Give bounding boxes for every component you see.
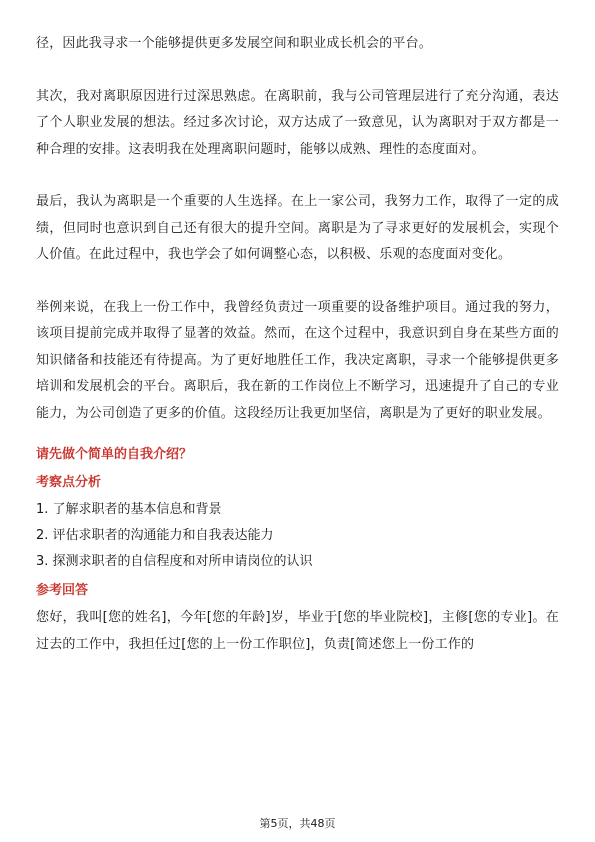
analysis-points-list bbox=[36, 497, 559, 575]
interview-question: 请先做个简单的自我介绍？ bbox=[36, 447, 193, 462]
page-footer: 第5页，共48页 bbox=[259, 817, 336, 830]
paragraph-reason-considered bbox=[36, 84, 559, 164]
analysis-point: 1. 了解求职者的基本信息和背景 bbox=[36, 502, 222, 517]
paragraph-text: 其次，我对离职原因进行过深思熟虑。在离职前，我与公司管理层进行了充分沟通，表达了个人职业发展的想法。经过多次讨论，双方达成了一致意见，认为离职对于双方都是一种合理的安排。这表明我在处理离职问题时，能够以成熟、理性的态度面对。 bbox=[36, 88, 559, 157]
analysis-point: 3. 探测求职者的自信程度和对所申请岗位的认识 bbox=[36, 554, 313, 569]
answer-text: 您好，我叫[您的姓名]，今年[您的年龄]岁，毕业于[您的毕业院校]，主修[您的专业]。在过去的工作中，我担任过[您的上一份工作职位]，负责[简述您上一份工作的 bbox=[36, 610, 559, 652]
analysis-heading: 考察点分析 bbox=[36, 475, 102, 490]
paragraph-continuation bbox=[36, 31, 559, 58]
analysis-point: 2. 评估求职者的沟通能力和自我表达能力 bbox=[36, 528, 274, 543]
paragraph-text: 径，因此我寻求一个能够提供更多发展空间和职业成长机会的平台。 bbox=[36, 36, 433, 51]
paragraph-text: 举例来说，在我上一份工作中，我曾经负责过一项重要的设备维护项目。通过我的努力，该项目提前完成并取得了显著的效益。然而，在这个过程中，我意识到自身在某些方面的知识储备和技能还有待提高。为了更好地胜任工作，我决定离职，寻求一个能够提供更多培训和发展机会的平台。离职后，我在新的工作岗位上不断学习，迅速提升了自己的专业能力，为公司创造了更多的价值。这段经历让我更加坚信，离职是为了更好的职业发展。 bbox=[36, 299, 559, 421]
answer-heading: 参考回答 bbox=[36, 583, 89, 598]
paragraph-example bbox=[36, 295, 559, 428]
paragraph-life-choice bbox=[36, 189, 559, 269]
paragraph-text: 最后，我认为离职是一个重要的人生选择。在上一家公司，我努力工作，取得了一定的成绩，但同时也意识到自己还有很大的提升空间。离职是为了寻求更好的发展机会，实现个人价值。在此过程中，我也学会了如何调整心态，以积极、乐观的态度面对变化。 bbox=[36, 194, 559, 262]
